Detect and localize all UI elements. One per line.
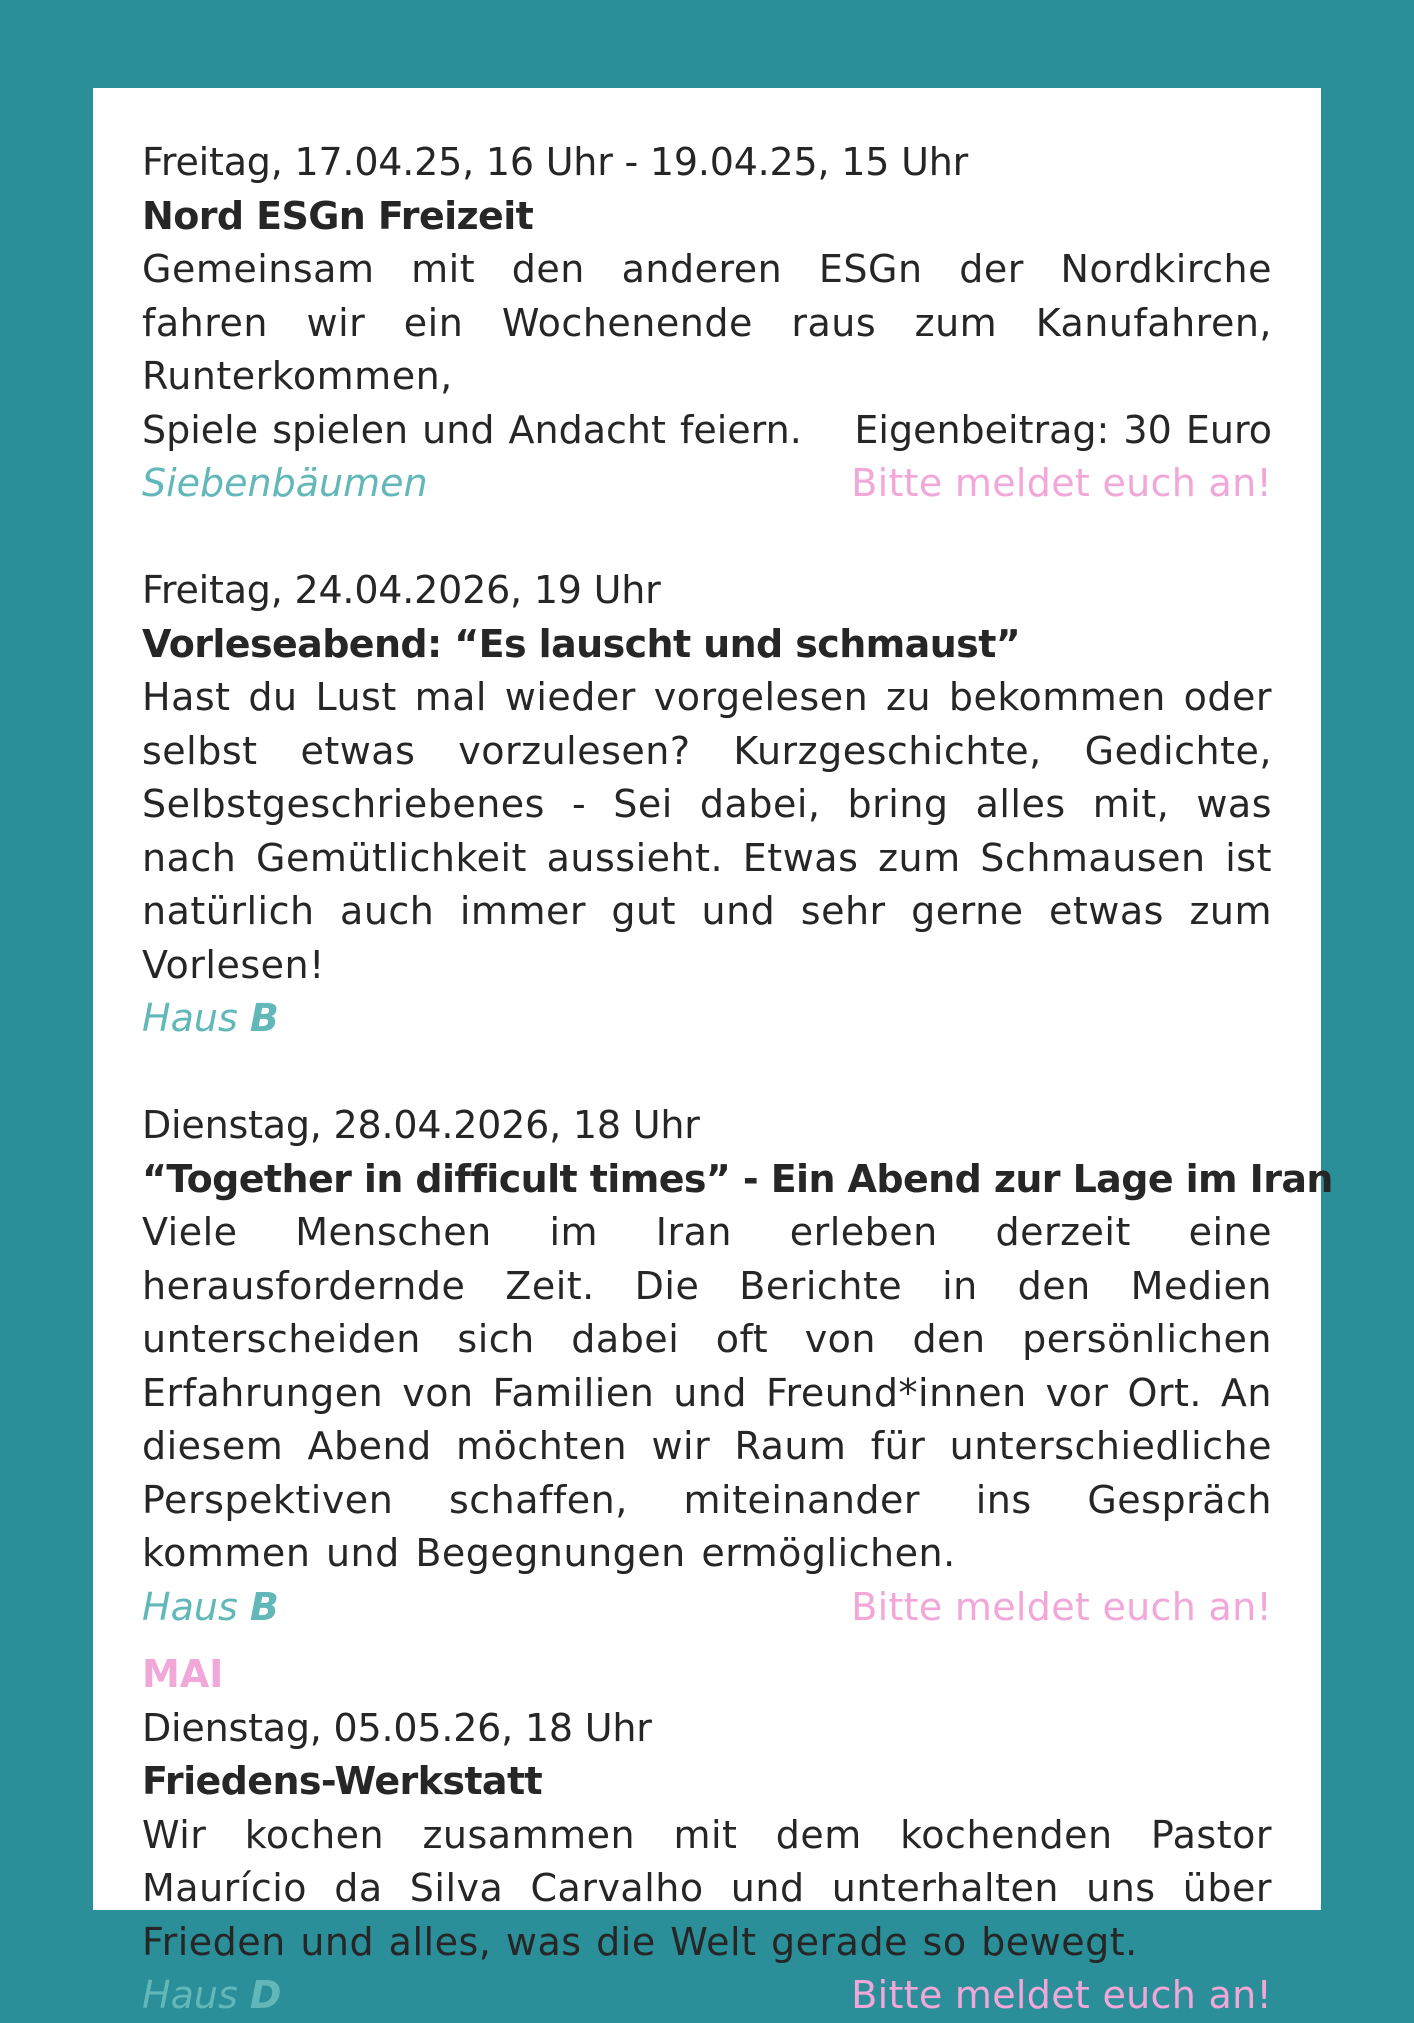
event-date: Freitag, 17.04.25, 16 Uhr - 19.04.25, 15 Uhr: [142, 140, 969, 184]
spacer: [142, 511, 1272, 565]
event-location: [142, 1969, 281, 2023]
event-location: [142, 1581, 279, 1635]
event-location: Siebenbäumen: [142, 461, 428, 505]
event-title: Nord ESGn Freizeit: [142, 193, 534, 238]
spacer: [142, 1046, 1272, 1100]
event-friedens-werkstatt: [142, 1702, 1272, 2023]
location-house: B: [249, 1584, 279, 1629]
event-description-end: Spiele spielen und Andacht feiern.: [142, 407, 802, 452]
event-date: Freitag, 24.04.2026, 19 Uhr: [142, 568, 661, 612]
location-house: D: [249, 1973, 282, 2017]
signup-note: Bitte meldet euch an!: [851, 1584, 1272, 1629]
event-date: Dienstag, 28.04.2026, 18 Uhr: [142, 1103, 700, 1147]
event-description: Viele Menschen im Iran erleben derzeit eine herausfordernde Zeit. Die Berichte in den Medien unterscheiden sich dabei oft von den persönlichen Erfahrungen von Familien und Freund*innen vor Ort. An diesem Abend möchten wir Raum für unterschiedliche Perspektiven schaffen, miteinander ins Gespräch kommen und Begegnungen ermöglichen.: [142, 1210, 1272, 1575]
month-heading: MAI: [142, 1652, 224, 1696]
event-vorleseabend: [142, 564, 1272, 1046]
location-house: B: [249, 996, 279, 1040]
event-title: “Together in difficult times” - Ein Abend zur Lage im Iran: [142, 1156, 1333, 1201]
event-title: Friedens-Werkstatt: [142, 1759, 543, 1803]
event-date: Dienstag, 05.05.26, 18 Uhr: [142, 1705, 652, 1750]
event-description-end-row: [142, 404, 1272, 458]
event-footer: [142, 457, 1272, 511]
event-description: Gemeinsam mit den anderen ESGn der Nordkirche fahren wir ein Wochenende raus zum Kanufahren, Runterkommen,: [142, 247, 1272, 398]
event-list: [142, 136, 1333, 2023]
flyer-page: [93, 88, 1333, 2017]
event-title: Vorleseabend: “Es lauscht und schmaust”: [142, 621, 1021, 666]
event-footer: [142, 1581, 1272, 1635]
location-prefix: Haus: [142, 1584, 238, 1629]
location-prefix: Haus: [142, 996, 238, 1040]
event-fee: Eigenbeitrag: 30 Euro: [854, 407, 1272, 452]
event-nord-esgn-freizeit: [142, 136, 1272, 511]
event-iran-abend: [142, 1099, 1333, 1634]
event-description: Wir kochen zusammen mit dem kochenden Pastor Maurício da Silva Carvalho und unterhalten uns über Frieden und alles, was die Welt gerade so bewegt.: [142, 1812, 1272, 1964]
event-footer: [142, 1969, 1272, 2023]
event-location: [142, 992, 279, 1046]
event-description: Hast du Lust mal wieder vorgelesen zu bekommen oder selbst etwas vorzulesen? Kurzgeschichte, Gedichte, Selbstgeschriebenes - Sei dabei, bring alles mit, was nach Gemütlichkeit aussieht. Etwas zum Schmausen ist natürlich auch immer gut und sehr gerne etwas zum Vorlesen!: [142, 675, 1272, 987]
event-footer: [142, 992, 1272, 1046]
location-prefix: Haus: [142, 1973, 238, 2017]
signup-note: Bitte meldet euch an!: [851, 461, 1272, 505]
signup-note: Bitte meldet euch an!: [851, 1973, 1272, 2017]
